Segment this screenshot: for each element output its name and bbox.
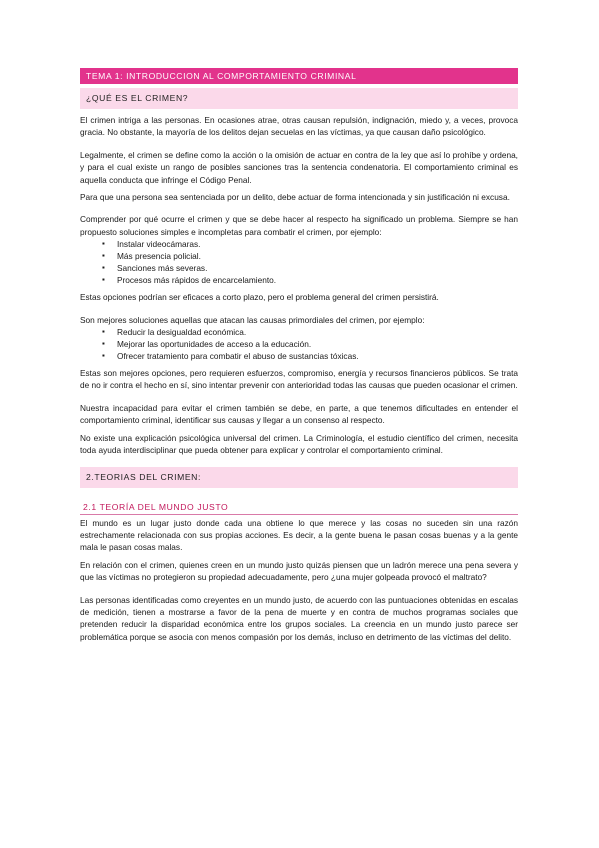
- paragraph-legal-definition: Legalmente, el crimen se define como la acción o la omisión de actuar en contra de la ley que así lo prohíbe y ordena, y para el cual existe un rango de posibles sanciones tras la sentencia condenatoria. El comportamiento criminal es aquella conducta que infringe el Código Penal.: [80, 149, 518, 185]
- list-item: ▪ Más presencia policial.: [102, 250, 518, 262]
- section-header-teorias: 2.TEORIAS DEL CRIMEN:: [80, 467, 518, 488]
- chapter-header: TEMA 1: INTRODUCCION AL COMPORTAMIENTO CRIMINAL: [80, 68, 518, 84]
- list-item: ▪ Sanciones más severas.: [102, 262, 518, 274]
- paragraph-believers: Las personas identificadas como creyentes en un mundo justo, de acuerdo con las puntuaciones obtenidas en escalas de medición, tienen a mostrarse a favor de la pena de muerte y en contra de muchos programas sociales que pretenden reducir la disparidad económica entre los grupos sociales. La creencia en un mundo justo parece ser problemática porque se asocia con menos compasión por los demás, incluso en detrimento de las víctimas del delito.: [80, 594, 518, 642]
- paragraph-just-world: El mundo es un lugar justo donde cada una obtiene lo que merece y las cosas no suceden sin una razón estrechamente relacionada con sus propias acciones. Es decir, a la gente buena le pasan cosas buenas y a la gente mala le pasan cosas malas.: [80, 517, 518, 553]
- paragraph-intro: El crimen intriga a las personas. En ocasiones atrae, otras causan repulsión, indignación, miedo y, a veces, provoca gracia. No obstante, la mayoría de los delitos dejan secuelas en las víctimas, ya que causan daño psicológico.: [80, 115, 518, 138]
- paragraph-better-solutions: Son mejores soluciones aquellas que atacan las causas primordiales del crimen, por ejemplo:: [80, 314, 425, 325]
- paragraph-incapacity: Nuestra incapacidad para evitar el crimen también se debe, en parte, a que tenemos dificultades en entender el comportamiento criminal, identificar sus causas y llegar a un consenso al respecto.: [80, 402, 518, 426]
- paragraph-short-term: Estas opciones podrían ser eficaces a corto plazo, pero el problema general del crimen persistirá.: [80, 292, 439, 303]
- subsection-title-mundo-justo: 2.1 TEORÍA DEL MUNDO JUSTO: [80, 500, 518, 515]
- list-item: ▪ Reducir la desigualdad económica.: [102, 326, 518, 338]
- list-item: ▪ Mejorar las oportunidades de acceso a la educación.: [102, 338, 518, 350]
- paragraph-criminology: No existe una explicación psicológica universal del crimen. La Criminología, el estudio científico del crimen, necesita toda ayuda interdisciplinar que pueda obtener para explicar y controlar el comportamiento criminal.: [80, 432, 518, 456]
- paragraph-crime-relation: En relación con el crimen, quienes creen en un mundo justo quizás piensen que un ladrón merece una pena severa y que las víctimas no protegieron su propiedad adecuadamente, pero ¿una mujer golpeada provocó el maltrato?: [80, 559, 518, 583]
- list-item: ▪ Procesos más rápidos de encarcelamiento.: [102, 274, 518, 286]
- section-header-que-es-el-crimen: ¿QUÉ ES EL CRIMEN?: [80, 88, 518, 109]
- simple-solutions-list: [80, 238, 518, 286]
- root-cause-solutions-list: [80, 326, 518, 362]
- document-page: [80, 68, 518, 643]
- list-item: ▪ Instalar videocámaras.: [102, 238, 518, 250]
- list-item: ▪ Ofrecer tratamiento para combatir el abuso de sustancias tóxicas.: [102, 350, 518, 362]
- paragraph-understanding: Comprender por qué ocurre el crimen y que se debe hacer al respecto ha significado un problema. Siempre se han propuesto soluciones simples e incompletas para combatir el crimen, por ejemplo:: [80, 214, 518, 237]
- paragraph-public-resources: Estas son mejores opciones, pero requieren esfuerzos, compromiso, energía y recursos financieros públicos. Se trata de no ir contra el hecho en sí, sino intentar prevenir con anterioridad todas las causas que pueden ocasionar el crimen.: [80, 368, 518, 391]
- paragraph-intent: Para que una persona sea sentenciada por un delito, debe actuar de forma intencionada y sin justificación ni excusa.: [80, 192, 510, 203]
